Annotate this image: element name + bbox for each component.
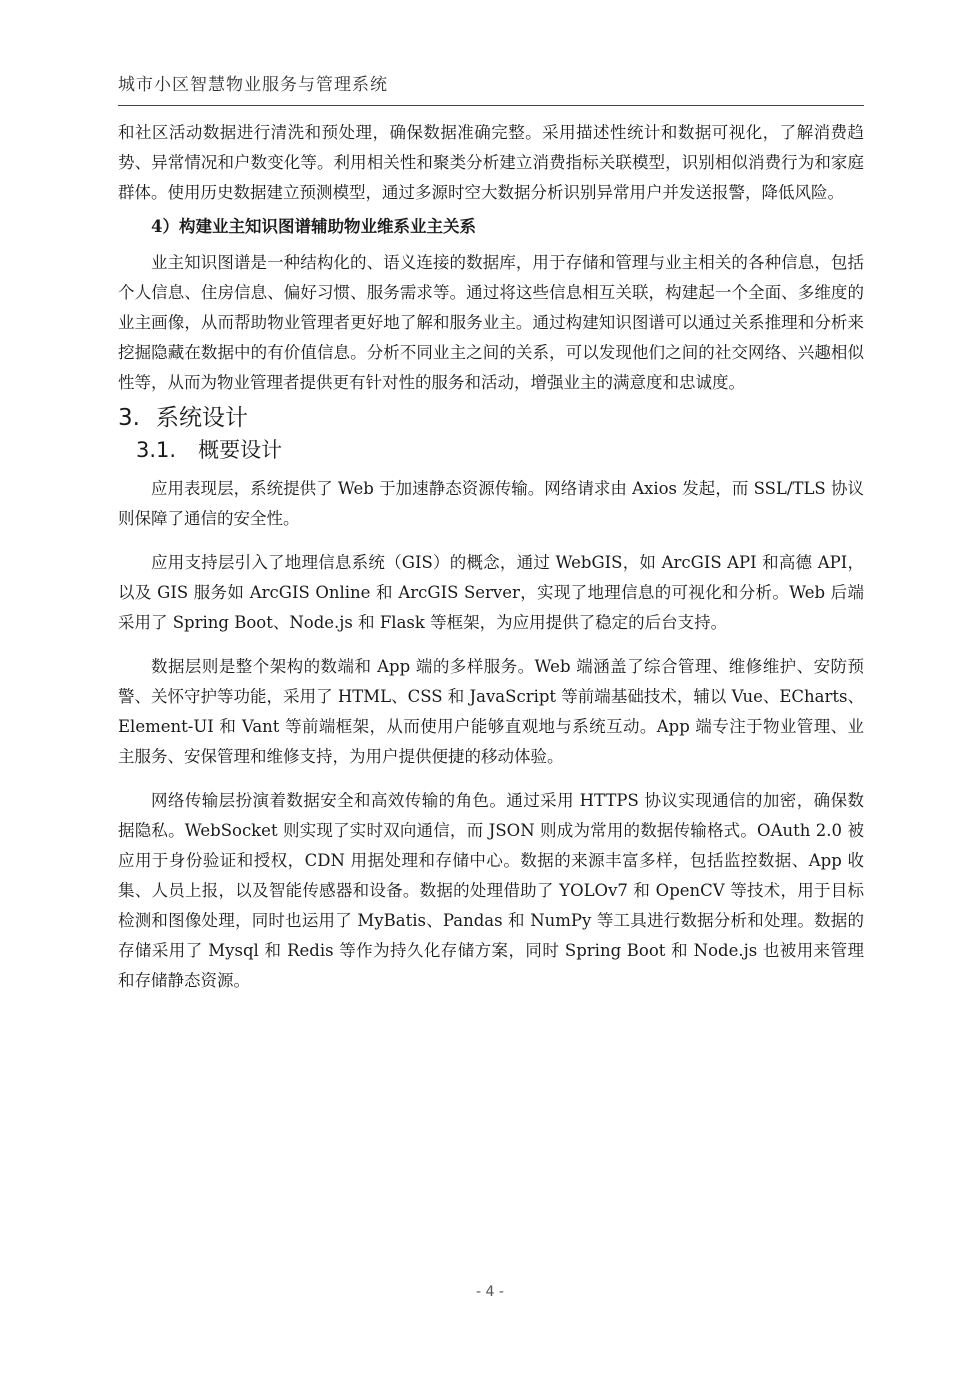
section-title: 系统设计	[155, 405, 248, 431]
paragraph-knowledge-graph: 业主知识图谱是一种结构化的、语义连接的数据库，用于存储和管理与业主相关的各种信息，包括个人信息、住房信息、偏好习惯、服务需求等。通过将这些信息相互关联，构建起一个全面、多维度的业主画像，从而帮助物业管理者更好地了解和服务业主。通过构建知识图谱可以通过关系推理和分析来挖掘隐藏在数据中的有价值信息。分析不同业主之间的关系，可以发现他们之间的社交网络、兴趣相似性等，从而为物业管理者提供更有针对性的服务和活动，增强业主的满意度和忠诚度。	[118, 253, 864, 392]
paragraph-data-layer: 数据层则是整个架构的数端和 App 端的多样服务。Web 端涵盖了综合管理、维修维护、安防预警、关怀守护等功能，采用了 HTML、CSS 和 JavaScript 等前端基础技术，辅以 Vue、ECharts、Element-UI 和 Vant 等前端框架，从而使用户能够直观地与系统互动。App 端专注于物业管理、业主服务、安保管理和维修支持，为用户提供便捷的移动体验。	[118, 657, 864, 766]
running-header: 城市小区智慧物业服务与管理系统	[118, 75, 388, 95]
paragraph-presentation-layer: 应用表现层，系统提供了 Web 于加速静态资源传输。网络请求由 Axios 发起，而 SSL/TLS 协议则保障了通信的安全性。	[118, 479, 864, 528]
subheading-knowledge-graph: 4）构建业主知识图谱辅助物业维系业主关系	[151, 217, 476, 236]
paragraph-data-preprocessing: 和社区活动数据进行清洗和预处理，确保数据准确完整。采用描述性统计和数据可视化，了解消费趋势、异常情况和户数变化等。利用相关性和聚类分析建立消费指标关联模型，识别相似消费行为和家庭群体。使用历史数据建立预测模型，通过多源时空大数据分析识别异常用户并发送报警，降低风险。	[118, 123, 864, 202]
subsection-heading-3-1	[136, 434, 864, 466]
page-number: - 4 -	[476, 1284, 504, 1300]
subsection-title: 概要设计	[198, 438, 283, 462]
section-heading-3	[118, 402, 864, 434]
header-divider	[118, 105, 864, 106]
section-number: 3.	[118, 405, 140, 431]
page-body	[118, 118, 864, 1000]
paragraph-support-layer: 应用支持层引入了地理信息系统（GIS）的概念，通过 WebGIS，如 ArcGIS API 和高德 API，以及 GIS 服务如 ArcGIS Online 和 ArcGIS Server，实现了地理信息的可视化和分析。Web 后端采用了 Spring Boot、Node.js 和 Flask 等框架，为应用提供了稳定的后台支持。	[118, 553, 864, 632]
paragraph-network-layer: 网络传输层扮演着数据安全和高效传输的角色。通过采用 HTTPS 协议实现通信的加密，确保数据隐私。WebSocket 则实现了实时双向通信，而 JSON 则成为常用的数据传输格式。OAuth 2.0 被应用于身份验证和授权，CDN 用据处理和存储中心。数据的来源丰富多样，包括监控数据、App 收集、人员上报，以及智能传感器和设备。数据的处理借助了 YOLOv7 和 OpenCV 等技术，用于目标检测和图像处理，同时也运用了 MyBatis、Pandas 和 NumPy 等工具进行数据分析和处理。数据的存储采用了 Mysql 和 Redis 等作为持久化存储方案，同时 Spring Boot 和 Node.js 也被用来管理和存储静态资源。	[118, 791, 864, 990]
subsection-number: 3.1.	[136, 438, 177, 462]
